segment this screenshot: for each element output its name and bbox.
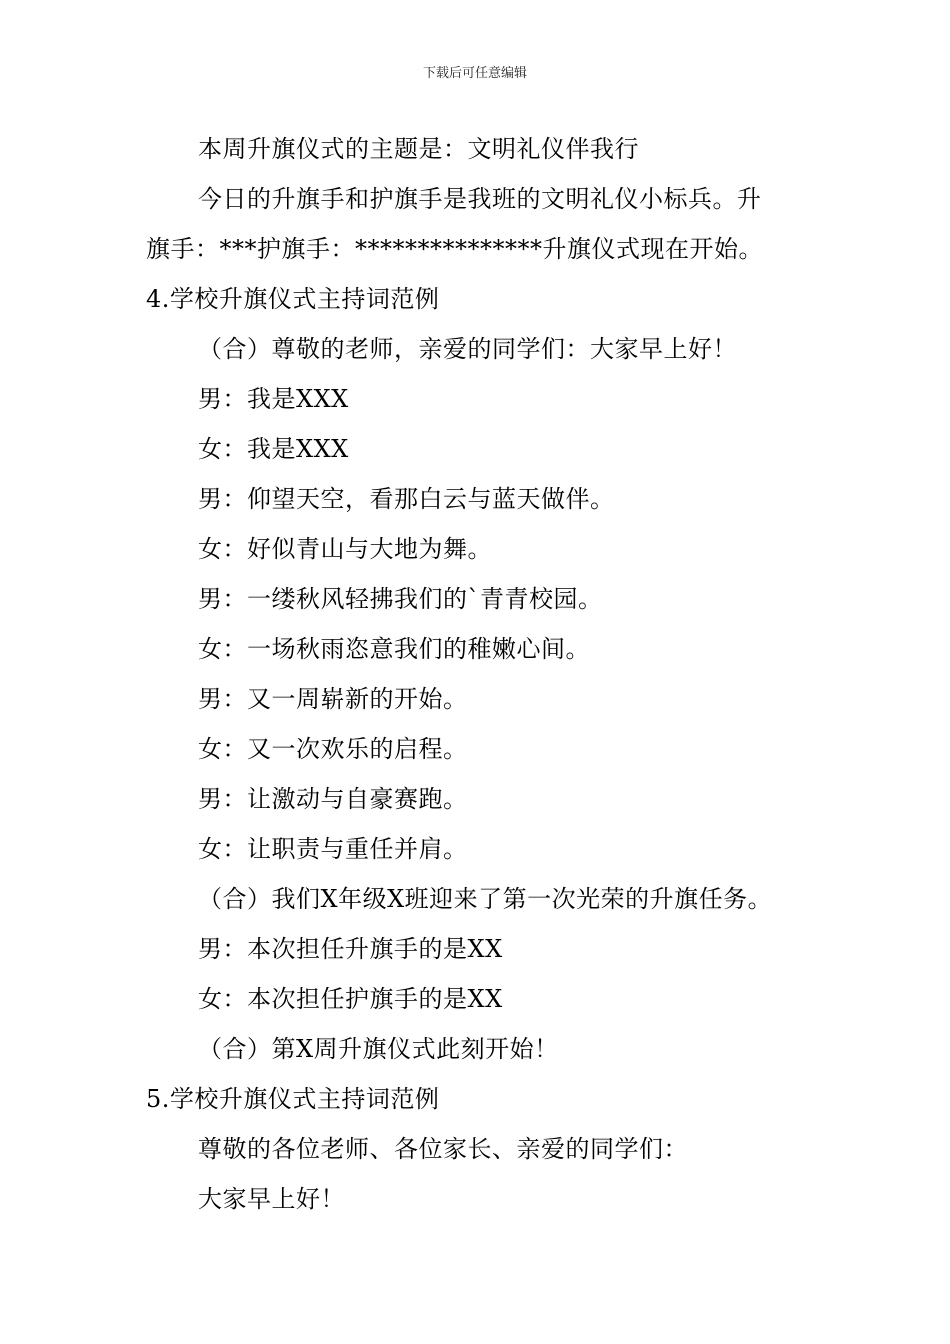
paragraph-line: 女：让职责与重任并肩。 <box>198 835 468 863</box>
section-heading: 4.学校升旗仪式主持词范例 <box>146 285 440 313</box>
paragraph-line: 女：我是XXX <box>198 435 349 463</box>
paragraph-line: 男：仰望天空，看那白云与蓝天做伴。 <box>198 485 615 513</box>
section-heading: 5.学校升旗仪式主持词范例 <box>146 1085 440 1113</box>
page-header: 下载后可任意编辑 <box>422 66 527 81</box>
paragraph-line: 女：又一次欢乐的启程。 <box>198 735 468 763</box>
paragraph-line: 今日的升旗手和护旗手是我班的文明礼仪小标兵。升 <box>198 185 762 213</box>
paragraph-line: 男：我是XXX <box>198 385 349 413</box>
paragraph-line: 女：一场秋雨恣意我们的稚嫩心间。 <box>198 635 590 663</box>
paragraph-line: 男：一缕秋风轻拂我们的`青青校园。 <box>198 585 603 613</box>
paragraph-line: （合）第X周升旗仪式此刻开始！ <box>198 1035 559 1063</box>
paragraph-line: （合）我们X年级X班迎来了第一次光荣的升旗任务。 <box>198 885 773 913</box>
paragraph-line: （合）尊敬的老师，亲爱的同学们：大家早上好！ <box>198 335 737 363</box>
paragraph-line: 本周升旗仪式的主题是：文明礼仪伴我行 <box>198 135 639 163</box>
paragraph-line: 尊敬的各位老师、各位家长、亲爱的同学们： <box>198 1135 688 1163</box>
paragraph-line: 女：本次担任护旗手的是XX <box>198 985 503 1013</box>
paragraph-line: 男：本次担任升旗手的是XX <box>198 935 503 963</box>
paragraph-line: 女：好似青山与大地为舞。 <box>198 535 492 563</box>
paragraph-line: 男：又一周崭新的开始。 <box>198 685 468 713</box>
paragraph-line: 男：让激动与自豪赛跑。 <box>198 785 468 813</box>
document-body <box>146 124 816 1224</box>
paragraph-line: 大家早上好！ <box>198 1185 345 1213</box>
paragraph-line: 旗手：***护旗手：***************升旗仪式现在开始。 <box>146 235 763 263</box>
